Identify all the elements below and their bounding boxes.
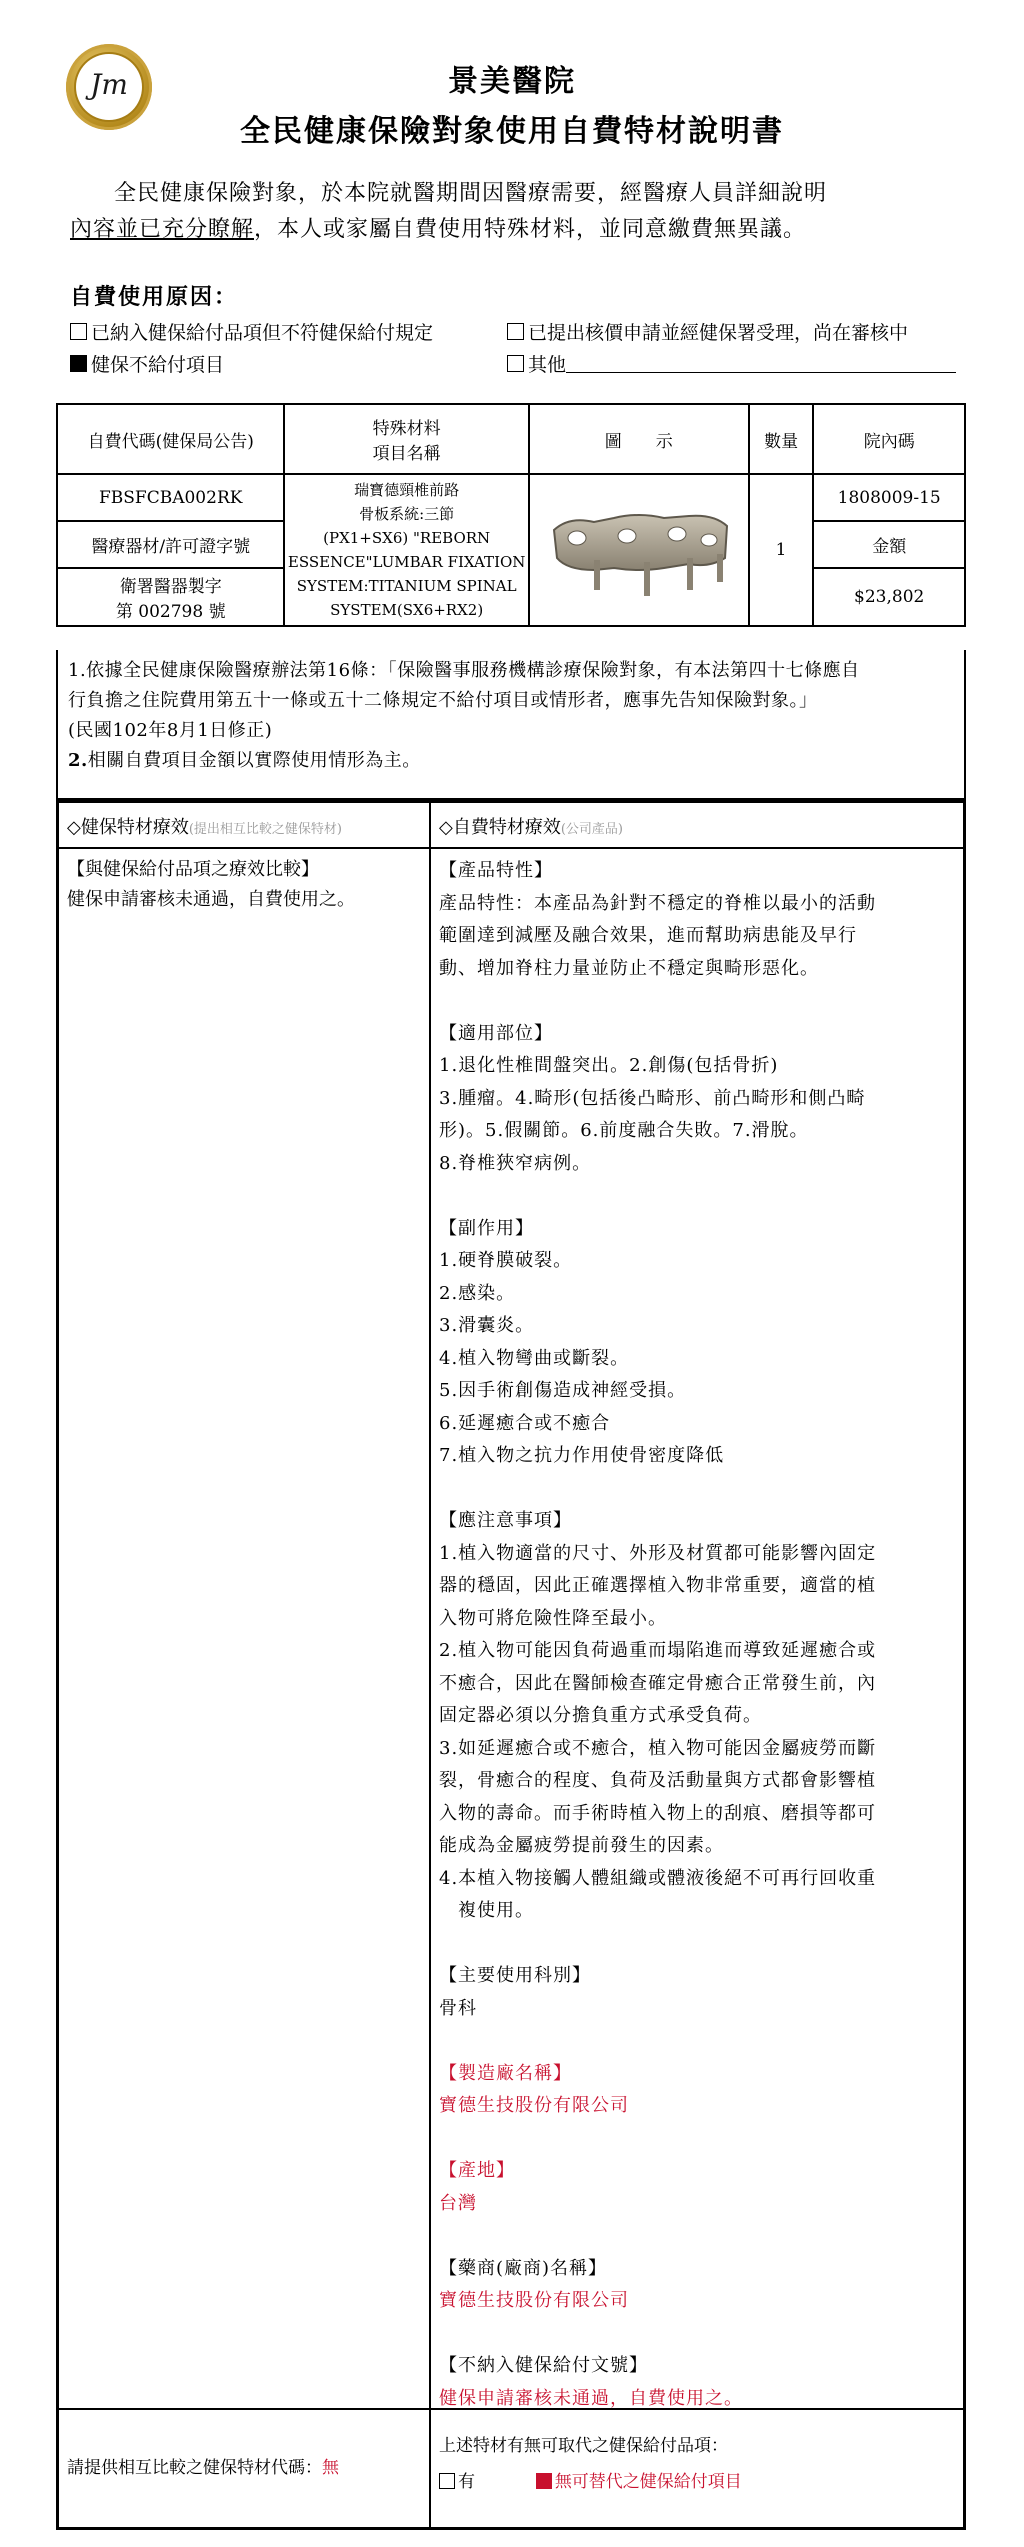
side-line: 7.植入物之抗力作用使骨密度降低 [439,1445,725,1466]
left-head: ◇健保特材療效 [67,817,189,838]
reason-option-label: 已提出核價申請並經健保署受理，尚在審核中 [528,322,909,344]
left-column [67,855,423,915]
left-title: 【與健保給付品項之療效比較】 [67,859,319,880]
right-column-header [439,813,623,839]
ref-title: 【不納入健保給付文號】 [439,2355,648,2376]
header-qty: 數量 [749,404,814,474]
reason-option-label: 健保不給付項目 [91,354,225,376]
substitute-question [439,2428,742,2500]
item-name-cell [284,474,528,626]
amount-label: 金額 [813,521,965,568]
spinal-plate-icon [539,488,739,608]
site-line: 形)。5.假關節。6.前度融合失敗。7.滑脫。 [439,1120,809,1141]
reason-option-4[interactable] [507,350,956,377]
logo-text: Jm [90,68,128,101]
maker-value: 寶德生技股份有限公司 [439,2095,629,2116]
form-title: 全民健康保險對象使用自費特材說明書 [240,114,784,149]
left-text: 健保申請審核未通過，自費使用之。 [67,889,355,910]
hosp-code-value: 1808009-15 [813,474,965,521]
site-line: 8.脊椎狹窄病例。 [439,1152,592,1174]
item-name-line: 瑞寶德頸椎前路 [354,481,460,499]
intro-paragraph [70,176,950,248]
reason-option-2[interactable] [507,318,908,345]
header-hosp-code: 院內碼 [813,404,965,474]
caution-line: 1.植入物適當的尺寸、外形及材質都可能影響內固定 [439,1542,877,1564]
intro-line-2 [70,212,950,248]
caution-line: 入物可將危險性降至最小。 [439,1607,667,1629]
feature-line: 動、增加脊柱力量並防止不穩定與畸形惡化。 [439,957,819,979]
note-2-num: 2. [68,750,88,771]
license-label: 醫療器材/許可證字號 [57,521,284,568]
comparison-code-value: 無 [322,2458,339,2478]
side-title: 【副作用】 [439,1217,534,1239]
caution-line: 裂，骨癒合的程度、負荷及活動量與方式都會影響植 [439,1770,876,1791]
left-head-sub: (提出相互比較之健保特材) [188,822,342,837]
hospital-name: 景美醫院 [448,64,576,99]
ref-value: 健保申請審核未通過，自費使用之。 [439,2387,743,2409]
license-number [57,568,284,626]
checkbox-yes[interactable] [439,2473,455,2489]
header-code: 自費代碼(健保局公告) [57,404,284,474]
header-name [284,404,528,474]
side-line: 5.因手術創傷造成神經受損。 [439,1380,687,1401]
right-head-sub: (公司產品) [560,822,623,837]
caution-title: 【應注意事項】 [439,1510,572,1531]
header-image: 圖 示 [529,404,749,474]
origin-value: 台灣 [439,2192,477,2214]
substitute-options [439,2464,742,2500]
caution-line: 固定器必須以分擔負重方式承受負荷。 [439,1705,762,1726]
caution-line: 入物的壽命。而手術時植入物上的刮痕、磨損等都可 [439,1802,876,1824]
note-2-text: 相關自費項目金額以實際使用情形為主。 [87,750,421,771]
item-name-line: ESSENCE"LUMBAR FIXATION [287,553,526,571]
comparison-code [67,2453,339,2478]
caution-line: 4.本植入物接觸人體組織或體液後絕不可再行回收重 [439,1867,877,1889]
reason-option-label: 已納入健保給付品項但不符健保給付規定 [91,322,434,344]
item-table [56,403,966,627]
caution-line: 不癒合，因此在醫師檢查確定骨癒合正常發生前，內 [439,1672,876,1694]
qty-value: 1 [749,474,814,626]
side-line: 4.植入物彎曲或斷裂。 [439,1347,630,1369]
amount-value: $23,802 [813,568,965,626]
reason-title: 自費使用原因： [70,284,239,310]
maker-title: 【製造廠名稱】 [439,2062,572,2084]
feature-title: 【產品特性】 [439,860,553,881]
checkbox-no-checked[interactable] [536,2473,552,2489]
license-l1: 衛署醫器製字 [119,577,222,597]
side-line: 3.滑囊炎。 [439,1315,535,1336]
caution-line: 複使用。 [439,1900,534,1921]
dept-title: 【主要使用科別】 [439,1965,591,1986]
right-head: ◇自費特材療效 [439,817,561,838]
vendor-value: 寶德生技股份有限公司 [439,2290,629,2311]
dept-value: 骨科 [439,1997,477,2019]
checkbox-unchecked[interactable] [507,355,524,372]
intro-underlined: 內容並已充分瞭解 [70,217,255,242]
substitute-question-text: 上述特材有無可取代之健保給付品項： [439,2436,728,2456]
column-divider [429,803,431,2527]
item-name-line: SYSTEM(SX6+RX2) [330,601,484,619]
site-title: 【適用部位】 [439,1022,553,1044]
opt-no-label: 無可替代之健保給付項目 [554,2472,742,2492]
caution-line: 3.如延遲癒合或不癒合，植入物可能因金屬疲勞而斷 [439,1737,877,1759]
notes-section [56,650,966,800]
header-name-l1: 特殊材料 [372,419,441,439]
left-column-header [67,813,342,839]
item-name-line: 骨板系統:三節 [359,505,455,523]
checkbox-unchecked[interactable] [507,323,524,340]
efficacy-section [56,800,966,2530]
side-line: 1.硬脊膜破裂。 [439,1250,573,1271]
origin-title: 【產地】 [439,2160,515,2181]
checkbox-unchecked[interactable] [70,323,87,340]
caution-line: 2.植入物可能因負荷過重而塌陷進而導致延遲癒合或 [439,1640,877,1661]
implant-image [529,474,749,626]
header-name-l2: 項目名稱 [372,444,441,464]
intro-line-1: 全民健康保險對象，於本院就醫期間因醫療需要，經醫療人員詳細說明 [114,181,828,206]
opt-yes-label: 有 [458,2472,475,2492]
reason-option-3[interactable] [70,350,224,377]
checkbox-checked[interactable] [70,355,87,372]
note-1-line-3: (民國102年8月1日修正) [68,720,273,741]
feature-line: 產品特性：本產品為針對不穩定的脊椎以最小的活動 [439,892,876,914]
vendor-title: 【藥商(廠商)名稱】 [439,2257,608,2279]
license-l2: 第 002798 號 [115,602,226,622]
item-name-line: (PX1+SX6) "REBORN [323,529,491,547]
side-line: 2.感染。 [439,1282,516,1304]
note-2 [68,746,954,776]
header-divider [59,847,963,849]
site-line: 1.退化性椎間盤突出。2.創傷(包括骨折) [439,1055,779,1076]
note-1-line-1: 1.依據全民健康保險醫療辦法第16條：「保險醫事服務機構診療保險對象，有本法第四十七條應自 [68,660,860,681]
code-value: FBSFCBA002RK [57,474,284,521]
reason-option-label: 其他 [528,354,567,376]
intro-rest: ，本人或家屬自費使用特殊材料，並同意繳費無異議。 [254,217,807,242]
feature-line: 範圍達到減壓及融合效果，進而幫助病患能及早行 [439,925,857,946]
side-line: 6.延遲癒合或不癒合 [439,1412,611,1434]
caution-line: 器的穩固，因此正確選擇植入物非常重要，適當的植 [439,1575,876,1596]
other-input-line[interactable] [566,354,956,373]
right-column [439,855,957,2415]
comparison-code-label: 請提供相互比較之健保特材代碼： [67,2458,322,2478]
item-name-line: SYSTEM:TITANIUM SPINAL [296,577,517,595]
caution-line: 能成為金屬疲勞提前發生的因素。 [439,1835,724,1856]
note-1-line-2: 行負擔之住院費用第五十一條或五十二條規定不給付項目或情形者，應事先告知保險對象。」 [68,690,818,711]
site-line: 3.腫瘤。4.畸形(包括後凸畸形、前凸畸形和側凸畸 [439,1087,866,1109]
reason-option-1[interactable] [70,318,433,345]
